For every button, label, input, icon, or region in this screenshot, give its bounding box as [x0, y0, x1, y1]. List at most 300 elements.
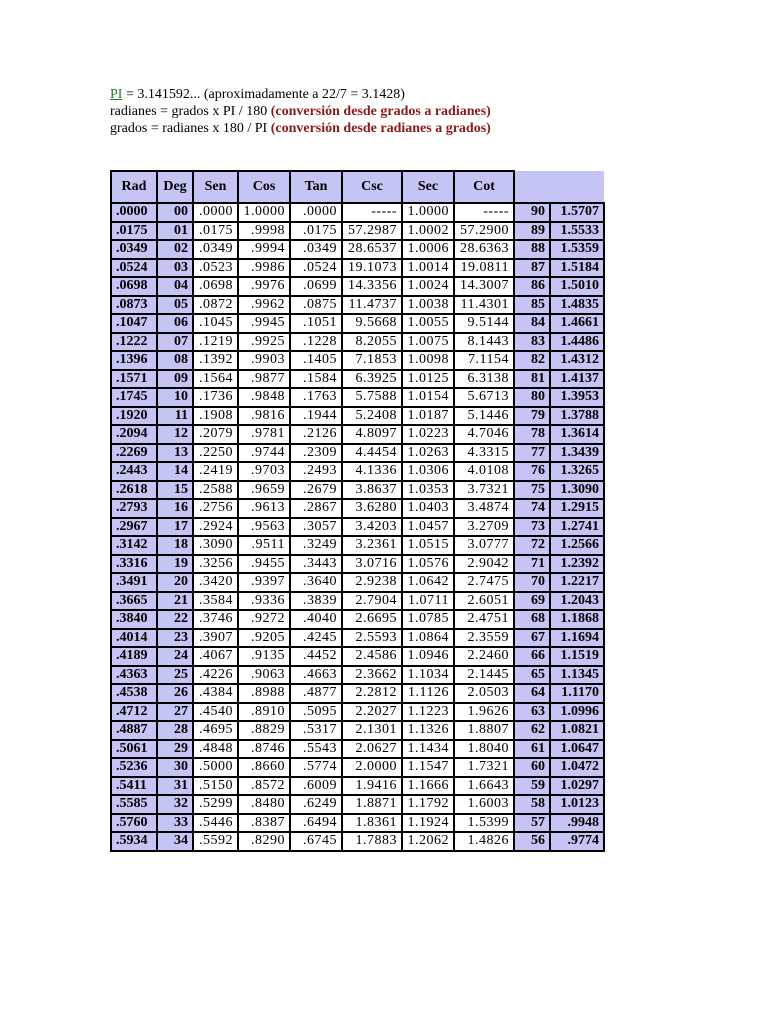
cell-tan: .4452: [290, 647, 342, 666]
pi-definition-line: [110, 86, 670, 103]
cell-complement-deg: 73: [514, 518, 550, 537]
cell-sec: 1.2062: [402, 832, 454, 851]
cell-rad: .1920: [111, 407, 157, 426]
cell-deg: 24: [157, 647, 193, 666]
cell-deg: 22: [157, 610, 193, 629]
cell-sen: .3584: [193, 592, 238, 611]
pi-link[interactable]: PI: [110, 87, 123, 102]
cell-csc: 1.9416: [342, 777, 402, 796]
cell-sec: 1.0864: [402, 629, 454, 648]
cell-sen: .1219: [193, 333, 238, 352]
cell-rad: .0349: [111, 240, 157, 259]
cell-complement-rad: 1.2741: [550, 518, 604, 537]
cell-cos: .9563: [238, 518, 290, 537]
cell-deg: 30: [157, 758, 193, 777]
table-row: [111, 425, 604, 444]
cell-rad: .5585: [111, 795, 157, 814]
cell-rad: .0000: [111, 203, 157, 222]
table-row: [111, 629, 604, 648]
cell-tan: .0175: [290, 222, 342, 241]
cell-cot: 2.1445: [454, 666, 514, 685]
cell-cot: 2.2460: [454, 647, 514, 666]
cell-complement-deg: 71: [514, 555, 550, 574]
cell-complement-rad: 1.4137: [550, 370, 604, 389]
cell-complement-deg: 76: [514, 462, 550, 481]
cell-complement-rad: 1.3439: [550, 444, 604, 463]
cell-tan: .2679: [290, 481, 342, 500]
rad-to-deg-formula: grados = radianes x 180 / PI: [110, 121, 271, 136]
cell-cot: 1.4826: [454, 832, 514, 851]
cell-rad: .5760: [111, 814, 157, 833]
cell-rad: .4712: [111, 703, 157, 722]
cell-rad: .4014: [111, 629, 157, 648]
cell-complement-deg: 68: [514, 610, 550, 629]
cell-complement-rad: .9948: [550, 814, 604, 833]
cell-complement-deg: 81: [514, 370, 550, 389]
cell-csc: 3.0716: [342, 555, 402, 574]
cell-deg: 20: [157, 573, 193, 592]
cell-complement-rad: 1.2217: [550, 573, 604, 592]
cell-sec: 1.1924: [402, 814, 454, 833]
header-cot: Cot: [454, 171, 514, 203]
cell-cos: .9925: [238, 333, 290, 352]
cell-complement-rad: 1.3788: [550, 407, 604, 426]
table-body: [111, 203, 604, 851]
cell-cot: 2.4751: [454, 610, 514, 629]
cell-complement-deg: 67: [514, 629, 550, 648]
cell-csc: 3.2361: [342, 536, 402, 555]
cell-sec: 1.1034: [402, 666, 454, 685]
cell-sen: .2250: [193, 444, 238, 463]
cell-sen: .1736: [193, 388, 238, 407]
cell-tan: .4663: [290, 666, 342, 685]
cell-rad: .5934: [111, 832, 157, 851]
cell-sen: .4384: [193, 684, 238, 703]
table-row: [111, 758, 604, 777]
cell-sec: 1.0075: [402, 333, 454, 352]
cell-complement-rad: 1.2915: [550, 499, 604, 518]
cell-csc: 9.5668: [342, 314, 402, 333]
cell-complement-rad: 1.2392: [550, 555, 604, 574]
cell-complement-rad: 1.5359: [550, 240, 604, 259]
cell-cot: 3.2709: [454, 518, 514, 537]
cell-cos: .9877: [238, 370, 290, 389]
cell-complement-deg: 65: [514, 666, 550, 685]
cell-deg: 08: [157, 351, 193, 370]
cell-rad: .3142: [111, 536, 157, 555]
cell-sen: .5592: [193, 832, 238, 851]
cell-deg: 34: [157, 832, 193, 851]
cell-csc: 11.4737: [342, 296, 402, 315]
cell-complement-rad: 1.3614: [550, 425, 604, 444]
cell-cos: .9659: [238, 481, 290, 500]
cell-deg: 18: [157, 536, 193, 555]
cell-complement-deg: 86: [514, 277, 550, 296]
cell-sec: 1.0187: [402, 407, 454, 426]
cell-rad: .3840: [111, 610, 157, 629]
cell-csc: 2.2812: [342, 684, 402, 703]
cell-tan: .5095: [290, 703, 342, 722]
cell-rad: .0524: [111, 259, 157, 278]
table-row: [111, 518, 604, 537]
cell-complement-deg: 90: [514, 203, 550, 222]
cell-complement-deg: 74: [514, 499, 550, 518]
cell-tan: .6249: [290, 795, 342, 814]
cell-sec: 1.0002: [402, 222, 454, 241]
header-cos: Cos: [238, 171, 290, 203]
cell-rad: .2094: [111, 425, 157, 444]
cell-cot: 1.6643: [454, 777, 514, 796]
cell-cos: .9962: [238, 296, 290, 315]
cell-csc: 1.7883: [342, 832, 402, 851]
cell-tan: .4245: [290, 629, 342, 648]
cell-rad: .1571: [111, 370, 157, 389]
header-rad: Rad: [111, 171, 157, 203]
cell-cos: .8746: [238, 740, 290, 759]
cell-tan: .1405: [290, 351, 342, 370]
table-row: [111, 407, 604, 426]
cell-tan: .0000: [290, 203, 342, 222]
cell-rad: .0175: [111, 222, 157, 241]
cell-sen: .2588: [193, 481, 238, 500]
cell-csc: 4.1336: [342, 462, 402, 481]
cell-rad: .3491: [111, 573, 157, 592]
cell-tan: .6494: [290, 814, 342, 833]
table-row: [111, 388, 604, 407]
cell-sec: 1.0515: [402, 536, 454, 555]
header-complement-blank: [514, 171, 604, 203]
table-row: [111, 684, 604, 703]
table-row: [111, 814, 604, 833]
cell-deg: 11: [157, 407, 193, 426]
cell-cot: 4.7046: [454, 425, 514, 444]
deg-to-rad-formula: radianes = grados x PI / 180: [110, 104, 271, 119]
cell-csc: 2.4586: [342, 647, 402, 666]
cell-deg: 14: [157, 462, 193, 481]
cell-cos: .8572: [238, 777, 290, 796]
cell-tan: .2309: [290, 444, 342, 463]
cell-sen: .0698: [193, 277, 238, 296]
cell-rad: .1745: [111, 388, 157, 407]
cell-cos: .9613: [238, 499, 290, 518]
cell-tan: .3057: [290, 518, 342, 537]
cell-csc: 3.8637: [342, 481, 402, 500]
header-csc: Csc: [342, 171, 402, 203]
cell-cos: 1.0000: [238, 203, 290, 222]
cell-tan: .5774: [290, 758, 342, 777]
cell-sec: 1.0306: [402, 462, 454, 481]
table-row: [111, 777, 604, 796]
cell-tan: .0349: [290, 240, 342, 259]
cell-sen: .2419: [193, 462, 238, 481]
cell-deg: 13: [157, 444, 193, 463]
cell-complement-rad: 1.1345: [550, 666, 604, 685]
cell-sen: .3090: [193, 536, 238, 555]
cell-deg: 10: [157, 388, 193, 407]
pi-definition-text: = 3.141592... (aproximadamente a 22/7 = 3.1428): [122, 87, 405, 102]
cell-tan: .5543: [290, 740, 342, 759]
cell-cot: 8.1443: [454, 333, 514, 352]
table-row: [111, 721, 604, 740]
cell-complement-deg: 78: [514, 425, 550, 444]
table-row: [111, 703, 604, 722]
cell-tan: .6009: [290, 777, 342, 796]
cell-csc: 5.7588: [342, 388, 402, 407]
cell-csc: 2.5593: [342, 629, 402, 648]
cell-rad: .5236: [111, 758, 157, 777]
cell-rad: .1222: [111, 333, 157, 352]
rad-to-deg-line: [110, 120, 670, 137]
cell-tan: .3443: [290, 555, 342, 574]
table-row: [111, 592, 604, 611]
header-sec: Sec: [402, 171, 454, 203]
cell-sen: .2924: [193, 518, 238, 537]
cell-complement-deg: 82: [514, 351, 550, 370]
cell-cos: .9848: [238, 388, 290, 407]
cell-sec: 1.0006: [402, 240, 454, 259]
cell-rad: .5411: [111, 777, 157, 796]
table-row: [111, 832, 604, 851]
cell-tan: .1944: [290, 407, 342, 426]
cell-deg: 07: [157, 333, 193, 352]
cell-cos: .9903: [238, 351, 290, 370]
cell-complement-deg: 87: [514, 259, 550, 278]
cell-cos: .9205: [238, 629, 290, 648]
cell-sec: 1.1666: [402, 777, 454, 796]
cell-deg: 17: [157, 518, 193, 537]
cell-complement-rad: 1.0123: [550, 795, 604, 814]
cell-deg: 02: [157, 240, 193, 259]
cell-csc: 4.4454: [342, 444, 402, 463]
cell-tan: .6745: [290, 832, 342, 851]
cell-complement-rad: 1.0472: [550, 758, 604, 777]
cell-rad: .1047: [111, 314, 157, 333]
cell-deg: 25: [157, 666, 193, 685]
cell-cos: .9998: [238, 222, 290, 241]
cell-complement-rad: 1.0297: [550, 777, 604, 796]
cell-complement-deg: 57: [514, 814, 550, 833]
cell-sen: .1908: [193, 407, 238, 426]
cell-cot: 2.9042: [454, 555, 514, 574]
cell-csc: 2.0627: [342, 740, 402, 759]
cell-sec: 1.0055: [402, 314, 454, 333]
cell-complement-deg: 84: [514, 314, 550, 333]
cell-csc: 2.6695: [342, 610, 402, 629]
cell-rad: .2618: [111, 481, 157, 500]
cell-cot: 28.6363: [454, 240, 514, 259]
cell-cot: 11.4301: [454, 296, 514, 315]
cell-sec: 1.0125: [402, 370, 454, 389]
cell-rad: .2967: [111, 518, 157, 537]
cell-complement-deg: 63: [514, 703, 550, 722]
cell-sen: .0872: [193, 296, 238, 315]
cell-csc: 2.3662: [342, 666, 402, 685]
cell-complement-rad: 1.3265: [550, 462, 604, 481]
cell-sen: .4540: [193, 703, 238, 722]
cell-cot: 1.8807: [454, 721, 514, 740]
table-row: [111, 481, 604, 500]
cell-complement-deg: 61: [514, 740, 550, 759]
cell-tan: .2867: [290, 499, 342, 518]
table-header-row: [111, 171, 604, 203]
table-row: [111, 351, 604, 370]
cell-cot: 3.0777: [454, 536, 514, 555]
cell-complement-rad: .9774: [550, 832, 604, 851]
cell-sec: 1.0576: [402, 555, 454, 574]
cell-cot: 5.6713: [454, 388, 514, 407]
cell-sec: 1.1326: [402, 721, 454, 740]
cell-csc: 57.2987: [342, 222, 402, 241]
cell-cos: .9135: [238, 647, 290, 666]
cell-complement-deg: 60: [514, 758, 550, 777]
cell-sen: .0000: [193, 203, 238, 222]
cell-csc: 5.2408: [342, 407, 402, 426]
cell-sen: .5299: [193, 795, 238, 814]
table-row: [111, 240, 604, 259]
cell-cos: .8660: [238, 758, 290, 777]
cell-complement-deg: 62: [514, 721, 550, 740]
cell-cot: 14.3007: [454, 277, 514, 296]
cell-tan: .3640: [290, 573, 342, 592]
cell-complement-rad: 1.0647: [550, 740, 604, 759]
cell-cot: 2.3559: [454, 629, 514, 648]
cell-complement-deg: 88: [514, 240, 550, 259]
cell-deg: 32: [157, 795, 193, 814]
cell-cos: .9063: [238, 666, 290, 685]
cell-sec: 1.0785: [402, 610, 454, 629]
cell-deg: 26: [157, 684, 193, 703]
cell-cot: 1.5399: [454, 814, 514, 833]
cell-sec: 1.0642: [402, 573, 454, 592]
cell-complement-rad: 1.4835: [550, 296, 604, 315]
cell-cot: 1.9626: [454, 703, 514, 722]
cell-sec: 1.0000: [402, 203, 454, 222]
cell-complement-rad: 1.0821: [550, 721, 604, 740]
cell-cot: 19.0811: [454, 259, 514, 278]
cell-complement-rad: 1.2566: [550, 536, 604, 555]
cell-cot: 4.3315: [454, 444, 514, 463]
cell-complement-rad: 1.1694: [550, 629, 604, 648]
cell-sec: 1.0403: [402, 499, 454, 518]
cell-cot: 1.7321: [454, 758, 514, 777]
cell-cos: .8290: [238, 832, 290, 851]
cell-deg: 01: [157, 222, 193, 241]
cell-sen: .0175: [193, 222, 238, 241]
cell-sen: .2079: [193, 425, 238, 444]
cell-complement-deg: 85: [514, 296, 550, 315]
cell-csc: 6.3925: [342, 370, 402, 389]
cell-sen: .0349: [193, 240, 238, 259]
cell-rad: .0698: [111, 277, 157, 296]
cell-csc: 14.3356: [342, 277, 402, 296]
table-row: [111, 259, 604, 278]
cell-sec: 1.1547: [402, 758, 454, 777]
cell-rad: .4189: [111, 647, 157, 666]
cell-cot: 4.0108: [454, 462, 514, 481]
cell-sen: .1045: [193, 314, 238, 333]
cell-rad: .4887: [111, 721, 157, 740]
cell-tan: .1584: [290, 370, 342, 389]
cell-deg: 09: [157, 370, 193, 389]
cell-csc: -----: [342, 203, 402, 222]
cell-rad: .4538: [111, 684, 157, 703]
cell-csc: 2.7904: [342, 592, 402, 611]
cell-sec: 1.0353: [402, 481, 454, 500]
cell-complement-deg: 83: [514, 333, 550, 352]
cell-tan: .0524: [290, 259, 342, 278]
cell-complement-deg: 69: [514, 592, 550, 611]
cell-complement-rad: 1.4486: [550, 333, 604, 352]
cell-complement-rad: 1.1868: [550, 610, 604, 629]
cell-cot: 9.5144: [454, 314, 514, 333]
header-deg: Deg: [157, 171, 193, 203]
table-row: [111, 444, 604, 463]
cell-complement-deg: 79: [514, 407, 550, 426]
cell-rad: .0873: [111, 296, 157, 315]
table-row: [111, 536, 604, 555]
cell-tan: .3839: [290, 592, 342, 611]
cell-tan: .2493: [290, 462, 342, 481]
cell-csc: 2.9238: [342, 573, 402, 592]
cell-sen: .1392: [193, 351, 238, 370]
cell-cos: .9703: [238, 462, 290, 481]
cell-complement-deg: 58: [514, 795, 550, 814]
cell-cos: .9397: [238, 573, 290, 592]
cell-deg: 12: [157, 425, 193, 444]
cell-cot: -----: [454, 203, 514, 222]
cell-cos: .8988: [238, 684, 290, 703]
cell-sec: 1.0946: [402, 647, 454, 666]
cell-cot: 6.3138: [454, 370, 514, 389]
cell-csc: 1.8871: [342, 795, 402, 814]
cell-complement-deg: 89: [514, 222, 550, 241]
cell-complement-rad: 1.3953: [550, 388, 604, 407]
cell-tan: .2126: [290, 425, 342, 444]
cell-sen: .4695: [193, 721, 238, 740]
cell-csc: 1.8361: [342, 814, 402, 833]
cell-tan: .0699: [290, 277, 342, 296]
deg-to-rad-line: [110, 103, 670, 120]
cell-sen: .3746: [193, 610, 238, 629]
cell-complement-rad: 1.5533: [550, 222, 604, 241]
rad-to-deg-note: (conversión desde radianes a grados): [270, 121, 491, 136]
cell-cot: 3.4874: [454, 499, 514, 518]
cell-cos: .8387: [238, 814, 290, 833]
cell-complement-rad: 1.5010: [550, 277, 604, 296]
cell-tan: .1228: [290, 333, 342, 352]
cell-sen: .5446: [193, 814, 238, 833]
cell-complement-rad: 1.4312: [550, 351, 604, 370]
table-row: [111, 333, 604, 352]
cell-sec: 1.1434: [402, 740, 454, 759]
cell-deg: 21: [157, 592, 193, 611]
table-row: [111, 370, 604, 389]
cell-tan: .4877: [290, 684, 342, 703]
cell-deg: 28: [157, 721, 193, 740]
cell-cos: .9511: [238, 536, 290, 555]
cell-tan: .0875: [290, 296, 342, 315]
cell-complement-deg: 56: [514, 832, 550, 851]
table-row: [111, 610, 604, 629]
cell-rad: .2793: [111, 499, 157, 518]
cell-cot: 2.0503: [454, 684, 514, 703]
table-row: [111, 462, 604, 481]
cell-complement-deg: 59: [514, 777, 550, 796]
cell-cos: .9986: [238, 259, 290, 278]
cell-sec: 1.0711: [402, 592, 454, 611]
table-row: [111, 555, 604, 574]
cell-csc: 3.6280: [342, 499, 402, 518]
